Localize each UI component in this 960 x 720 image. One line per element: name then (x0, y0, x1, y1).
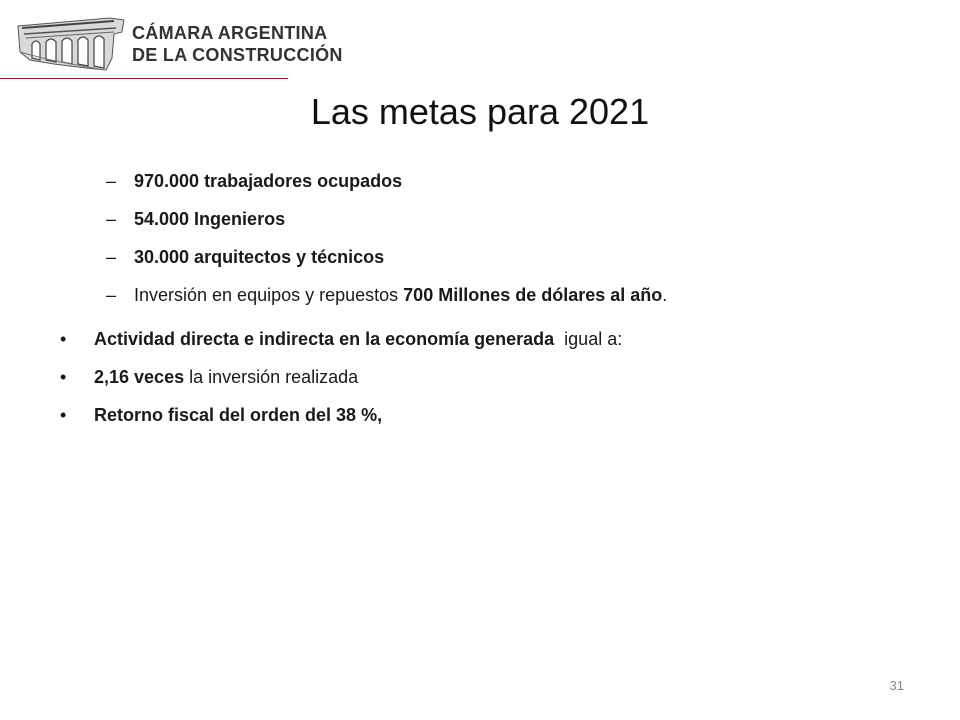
bullet-marker: • (60, 367, 67, 387)
bullet-marker: • (60, 405, 67, 425)
item-bold-text: 30.000 arquitectos y técnicos (134, 247, 385, 267)
dash-marker: – (106, 209, 117, 229)
item-bold-text: 54.000 Ingenieros (134, 209, 286, 229)
organization-name-line2: DE LA CONSTRUCCIÓN (132, 45, 343, 65)
item-bold-text: 970.000 trabajadores ocupados (134, 171, 403, 191)
list-item (58, 328, 622, 350)
aqueduct-icon (14, 12, 126, 76)
list-item (58, 366, 622, 388)
organization-name (132, 22, 343, 66)
slide-title: Las metas para 2021 (310, 91, 650, 132)
organization-name-line1: CÁMARA ARGENTINA (132, 23, 328, 43)
dash-marker: – (106, 171, 117, 191)
bullet-marker: • (60, 329, 67, 349)
header-divider (0, 78, 288, 79)
goals-sub-list (106, 170, 667, 322)
item-bold-text: 2,16 veces (94, 367, 185, 387)
dash-marker: – (106, 285, 117, 305)
list-item (58, 404, 622, 426)
item-bold-text: Retorno fiscal del orden del 38 %, (94, 405, 383, 425)
item-text: la inversión realizada (184, 367, 359, 387)
list-item (106, 246, 667, 268)
item-text: Inversión en equipos y repuestos (134, 285, 404, 305)
organization-logo (14, 12, 343, 76)
page-number: 31 (889, 678, 904, 693)
item-text: igual a: (554, 329, 623, 349)
item-bold-text: 700 Millones de dólares al año (403, 285, 663, 305)
goals-bullet-list (58, 328, 622, 442)
dash-marker: – (106, 247, 117, 267)
item-bold-text: Actividad directa e indirecta en la economía generada (94, 329, 555, 349)
list-item (106, 208, 667, 230)
item-text: . (662, 285, 668, 305)
list-item (106, 170, 667, 192)
list-item (106, 284, 667, 306)
